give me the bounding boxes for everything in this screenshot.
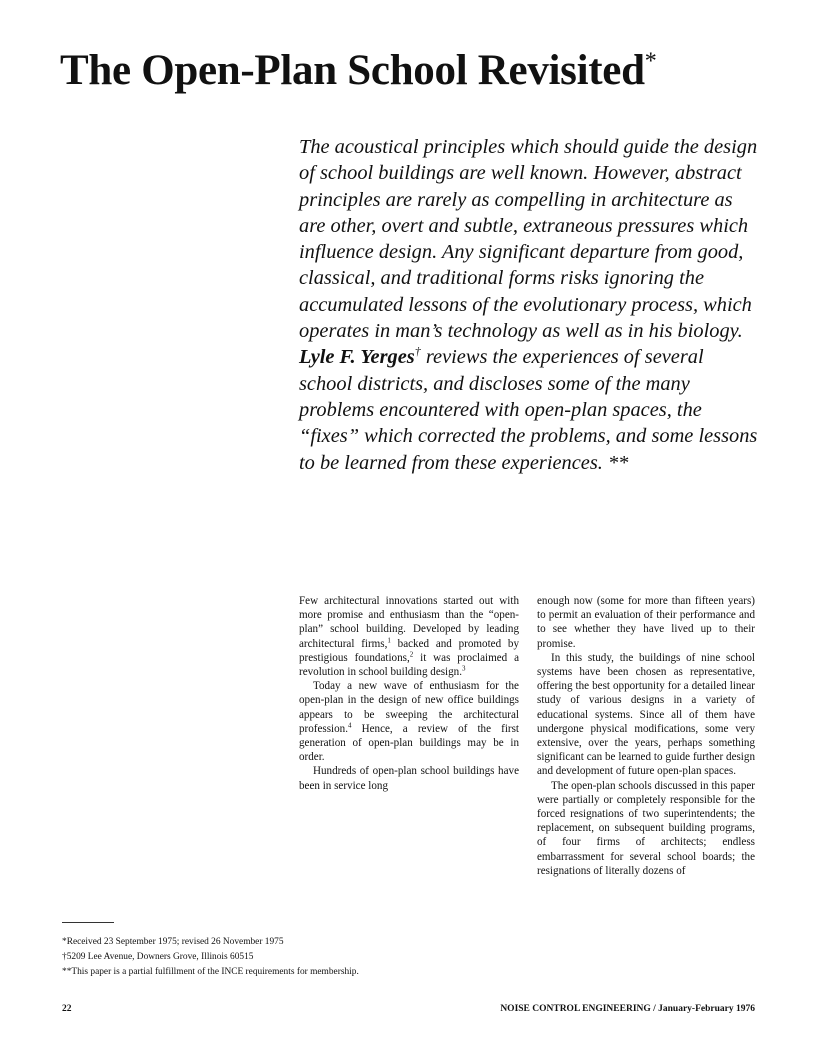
footnote-address: †5209 Lee Avenue, Downers Grove, Illinois 60515	[62, 952, 254, 962]
body-paragraph	[299, 679, 519, 764]
reference-mark: 4	[348, 721, 352, 730]
reference-mark: 2	[409, 650, 414, 659]
reference-mark: 1	[387, 635, 391, 644]
title-footnote-mark: *	[644, 48, 657, 75]
author-footnote-mark: †	[414, 344, 421, 359]
abstract-tail: reviews the experiences of several school districts, and discloses some of the many problems encountered with open-plan spaces, the “fixes” which corrected the problems, and some lessons to be learned from these experiences.	[299, 346, 758, 474]
body-text: Hence, a review of the first generation of open-plan buildings may be in order.	[299, 722, 519, 764]
body-paragraph: Hundreds of open-plan school buildings have been in service long	[299, 765, 519, 792]
reference-mark: 3	[462, 664, 466, 673]
body-paragraph: In this study, the buildings of nine school systems have been chosen as representative, offering the best opportunity for a detailed linear study of various designs in a variety of educational systems. Since all of them have undergone physical modifications, some very extensive, over the years, perhaps something significant can be learned to guide further design and development of future open-plan spaces.	[537, 651, 755, 778]
body-column-right	[537, 594, 755, 878]
body-paragraph	[299, 594, 519, 679]
article-title	[60, 46, 780, 95]
abstract-lead: The acoustical principles which should guide the design of school buildings are well known. However, abstract principles are rarely as compelling in architecture as are other, overt and subtle, extraneous pressures which influence design. Any significant departure from good, classical, and traditional forms risks ignoring the accumulated lessons of the evolutionary process, which operates in man’s technology as well as in his biology.	[299, 136, 758, 343]
page-number: 22	[62, 1004, 72, 1014]
article-title-text: The Open-Plan School Revisited	[60, 47, 645, 94]
body-text: Few architectural innovations started out with more promise and enthusiasm than the “open-plan” school building. Developed by leading architectural firms,	[299, 595, 519, 650]
footnote-received: *Received 23 September 1975; revised 26 November 1975	[62, 937, 284, 947]
body-text: Today a new wave of enthusiasm for the open-plan in the design of new office buildings appears to be sweeping the architectural profession.	[299, 680, 519, 735]
author-name: Lyle F. Yerges	[299, 346, 415, 369]
abstract-footnote-mark: **	[607, 451, 629, 474]
footnote-membership: **This paper is a partial fulfillment of the INCE requirements for membership.	[62, 967, 359, 977]
body-text: it was proclaimed a revolution in school building design.	[299, 651, 519, 679]
abstract	[299, 134, 759, 476]
body-column-left	[299, 594, 519, 793]
body-text: backed and promoted by prestigious foundations,	[299, 637, 519, 664]
journal-running-footer: NOISE CONTROL ENGINEERING / January-February 1976	[500, 1004, 755, 1014]
body-paragraph: The open-plan schools discussed in this paper were partially or completely responsible for the forced resignations of two superintendents; the replacement, on subsequent building programs, of four firms of architects; endless embarrassment for several school boards; the resignations of literally dozens of	[537, 779, 755, 877]
body-paragraph: enough now (some for more than fifteen years) to permit an evaluation of their performance and to see whether they have lived up to their promise.	[537, 595, 755, 650]
footnote-divider	[62, 922, 114, 923]
